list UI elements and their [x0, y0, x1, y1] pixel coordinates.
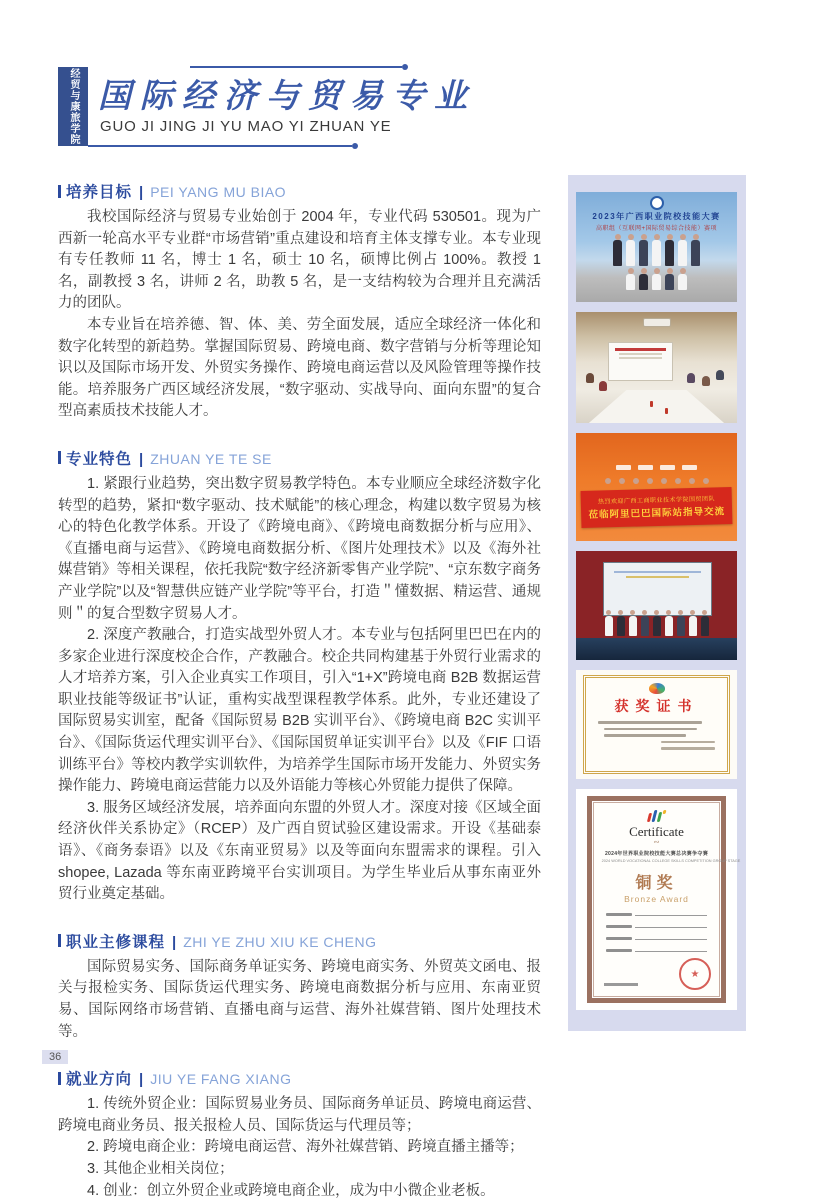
section-title: 专业特色: [66, 450, 133, 468]
certificate-subtitle-cn: 2024年世界职业院校技能大赛总决赛争夺赛: [604, 851, 709, 857]
career-item: 4. 创业：创立外贸企业或跨境电商企业，成为中小微企业老板。: [87, 1182, 495, 1199]
ceiling-vent: [643, 318, 671, 327]
equipment-table: [576, 638, 737, 660]
section-pinyin: JIU YE FANG XIANG: [150, 1071, 292, 1088]
photo-seminar-meeting: [576, 312, 737, 423]
award-name-cn: 铜奖: [635, 875, 678, 892]
photo-group-screen: [576, 551, 737, 660]
heading-bar: [58, 451, 61, 464]
section-heading: [58, 180, 541, 202]
heading-bar: [58, 934, 61, 947]
certificate-title: Certificate: [629, 824, 684, 839]
wall-logos: [576, 465, 737, 470]
section-heading: [58, 447, 541, 469]
department-vertical-tab: [58, 67, 88, 146]
red-seal-icon: ★: [679, 958, 711, 990]
page-title: 国际经济与贸易专业: [98, 77, 476, 114]
competition-banner-text: 2023年广西职业院校技能大赛: [592, 212, 721, 221]
career-item: 3. 其他企业相关岗位；: [87, 1160, 234, 1177]
photo-sidebar: [568, 175, 746, 1031]
article-column: [58, 172, 541, 1202]
section-pinyin: ZHUAN YE TE SE: [150, 450, 272, 467]
certificate-frame: [587, 796, 741, 1003]
page-title-pinyin: GUO JI JING JI YU MAO YI ZHUAN YE: [100, 118, 392, 135]
line-end-dot: [352, 143, 358, 149]
paragraph: 2. 深度产教融合，打造实战型外贸人才。本专业与包括阿里巴巴在内的多家企业进行深度校企合作，产教融合。校企共同构建基于外贸行业需求的人才培养方案，引入企业真实工作项目，引入“1+X”跨境电商 B2B 数据运营职业技能等级证书”认证，重构实战型课程教学体系。此外，专业还建设了国际贸易实训室，配备《国际贸易 B2B 实训平台》、《跨境电商 B2C 实训平台》、《国际货运代理实训平台》、《国际国贸单证实训平台》以及《FIF 口语训练平台》等校内教学实训软件，为培养学生国际市场开发能力、外贸实务操作能力、跨境电商运营能力以及外语能力等核心外贸能力提供了保障。: [58, 627, 541, 795]
heading-separator: |: [139, 184, 144, 201]
certificate-id-line: [604, 983, 638, 986]
career-item: 1. 传统外贸企业：国际贸易业务员、国际商务单证员、跨境电商运营、跨境电商业务员、报关报检人员、国际货运与代理员等；: [58, 1096, 541, 1134]
certificate-title: 获奖证书: [614, 700, 699, 715]
section-title: 培养目标: [66, 184, 133, 201]
award-emblem-icon: [649, 683, 665, 694]
people-row: [576, 616, 737, 636]
department-name: 经贸与康旅学院: [68, 68, 79, 145]
heading-separator: |: [139, 1071, 144, 1089]
page-number: 36: [42, 1050, 68, 1064]
heading-bar: [58, 1072, 61, 1085]
paragraph: 本专业旨在培养德、智、体、美、劳全面发展，适应全球经济一体化和数字化转型的新趋势。掌握国际贸易、跨境电商、数字营销与分析等理论知识以及国际市场开发、外贸实务操作、跨境电商运营以及风险管理等操作技能。培养服务广西区域经济发展，“数字驱动、实战导向、面向东盟”的复合型高素质技术技能人才。: [58, 316, 541, 420]
section-core-courses: [58, 930, 541, 1043]
flourish-icon: ∾: [653, 839, 660, 846]
photo-stack: [576, 192, 741, 1010]
section-career-paths: [58, 1067, 541, 1202]
paragraph: 我校国际经济与贸易专业始创于 2004 年，专业代码 530501。现为广西新一轮高水平专业群“市场营销”重点建设和培育主体支撑专业。本专业现有专任教师 11 名，博士 1 名，硕士 10 名，硕博比例占 100%。教授 1 名，副教授 3 名，讲师 2 名，助教 5 名，是一支结构较为合理并且充满活力的团队。: [58, 209, 541, 312]
meeting-table: [589, 390, 724, 423]
section-major-features: [58, 447, 541, 906]
heading-separator: |: [139, 450, 144, 468]
career-item: 2. 跨境电商企业：跨境电商运营、海外社媒营销、跨境直播主播等；: [87, 1139, 524, 1156]
header-decor-line-top: [190, 66, 402, 68]
photo-skills-competition: [576, 192, 737, 302]
competition-logo-icon: [592, 810, 721, 822]
section-heading: [58, 930, 541, 952]
banner-line2: 莅临阿里巴巴国际站指导交流: [588, 506, 726, 522]
welcome-banner: [580, 487, 732, 528]
certificate-body-lines: [586, 721, 727, 750]
projection-screen: [603, 562, 711, 616]
heading-separator: |: [172, 933, 177, 951]
photo-bronze-certificate: [576, 789, 741, 1010]
people-row: [576, 274, 737, 290]
certificate-subtitle-en: 2024 WORLD VOCATIONAL COLLEGE SKILLS COMPETITION GROUP STAGE: [601, 858, 741, 863]
paragraph: 国际贸易实务、国际商务单证实务、跨境电商实务、外贸英文函电、报关与报检实务、国际货运代理实务、跨境电商数据分析与应用、东南亚贸易、国际网络市场营销、直播电商与运营、海外社媒营销、图片处理技术等。: [58, 958, 541, 1040]
projection-screen: [608, 342, 673, 381]
competition-banner-subtext: 高职组（互联网+国际贸易综合技能）赛项: [595, 226, 717, 232]
section-title: 就业方向: [66, 1071, 133, 1089]
people-row: [576, 240, 737, 266]
banner-line1: 热烈欢迎广西工商职业技术学院国贸团队: [597, 497, 715, 507]
section-heading: [58, 1067, 541, 1089]
photo-alibaba-visit: [576, 433, 737, 541]
section-training-objectives: [58, 180, 541, 423]
people-row: [576, 478, 737, 484]
award-name-en: Bronze Award: [624, 894, 689, 904]
paragraph: 3. 服务区域经济发展，培养面向东盟的外贸人才。深度对接《区域全面经济伙伴关系协定》（RCEP）及广西自贸试验区建设需求。开设《基础泰语》、《商务泰语》以及《东南亚贸易》以及等面向东盟需求的课程。引入 shopee, Lazada 等东南亚跨境平台实训项目。为学生毕业后从事东南亚外贸行业奠定基础。: [58, 799, 541, 903]
section-title: 职业主修课程: [66, 933, 166, 951]
header-decor-line-bottom: [88, 145, 352, 147]
heading-bar: [58, 185, 61, 198]
section-pinyin: PEI YANG MU BIAO: [150, 184, 287, 200]
certificate-frame: [583, 675, 730, 774]
paragraph: 1. 紧跟行业趋势，突出数字贸易教学特色。本专业顺应全球经济数字化转型的趋势，紧扣“数字驱动、技术赋能”的核心理念，构建以数字贸易为核心的特色化教学体系。开设了《跨境电商》、《跨境电商数据分析与应用》、《直播电商与运营》、《跨境电商数据分析、《图片处理技术》以及《海外社媒营销》等相关课程，依托我院“数字经济新零售产业学院”、“京东数字商务产业学院”以及“智慧供应链产业学院”等平台，打造＂懂数据、精运营、通规则＂的复合型数字贸易人才。: [58, 475, 541, 622]
section-pinyin: ZHI YE ZHU XIU KE CHENG: [183, 933, 377, 950]
photo-award-certificate: [576, 670, 737, 779]
school-emblem-icon: [650, 196, 664, 210]
